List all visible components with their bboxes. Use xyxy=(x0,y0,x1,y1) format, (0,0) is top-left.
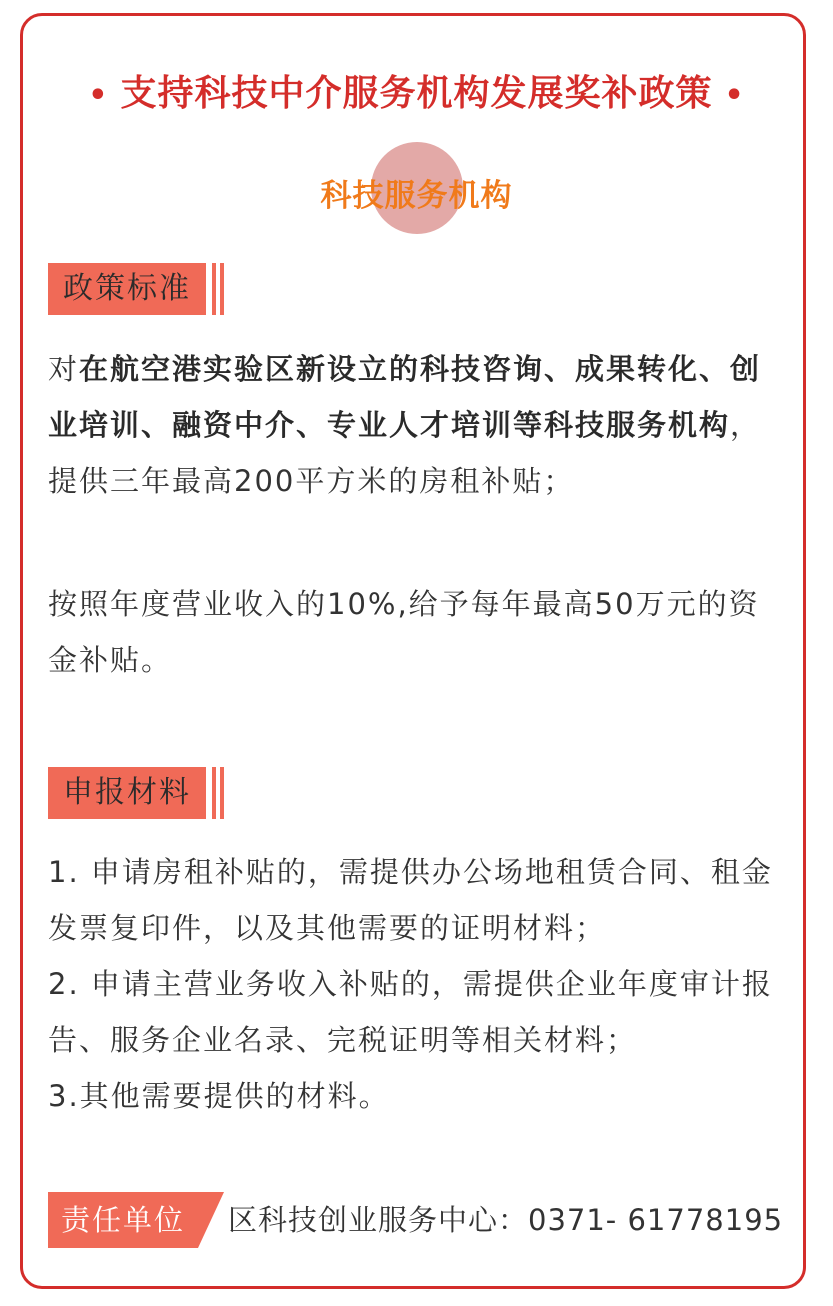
responsible-tag xyxy=(48,1192,228,1248)
title-dot-left: • xyxy=(88,78,109,113)
standard-p1-suffix: ，提供三年最高200平方米的房租补贴； xyxy=(48,408,762,498)
materials-item-3: 3.其他需要提供的材料。 xyxy=(48,1079,390,1113)
standard-p1-prefix: 对 xyxy=(48,352,80,386)
materials-item-2: 2. 申请主营业务收入补贴的，需提供企业年度审计报告、服务企业名录、完税证明等相关材料； xyxy=(48,967,773,1057)
standard-paragraph-2: 按照年度营业收入的10%,给予每年最高50万元的资金补贴。 xyxy=(48,587,760,677)
standard-paragraph-1 xyxy=(48,341,788,509)
page-title xyxy=(0,65,833,116)
responsible-contact: 区科技创业服务中心：0371- 61778195 xyxy=(228,1203,784,1237)
standard-p1-bold: 在航空港实验区新设立的科技咨询、成果转化、创业培训、融资中介、专业人才培训等科技服务机构 xyxy=(48,352,762,442)
section-bars-icon xyxy=(212,767,226,819)
materials-list xyxy=(48,844,788,1124)
title-dot-right: • xyxy=(724,78,745,113)
section-bars-icon xyxy=(212,263,226,315)
section-label-materials: 申报材料 xyxy=(48,767,206,819)
materials-item-1: 1. 申请房租补贴的，需提供办公场地租赁合同、租金发票复印件，以及其他需要的证明材料； xyxy=(48,855,773,945)
subtitle-block xyxy=(0,140,833,236)
section-label-standard: 政策标准 xyxy=(48,263,206,315)
title-text: 支持科技中介服务机构发展奖补政策 xyxy=(120,73,713,114)
subtitle: 科技服务机构 xyxy=(320,178,513,214)
responsible-label: 责任单位 xyxy=(60,1203,185,1237)
